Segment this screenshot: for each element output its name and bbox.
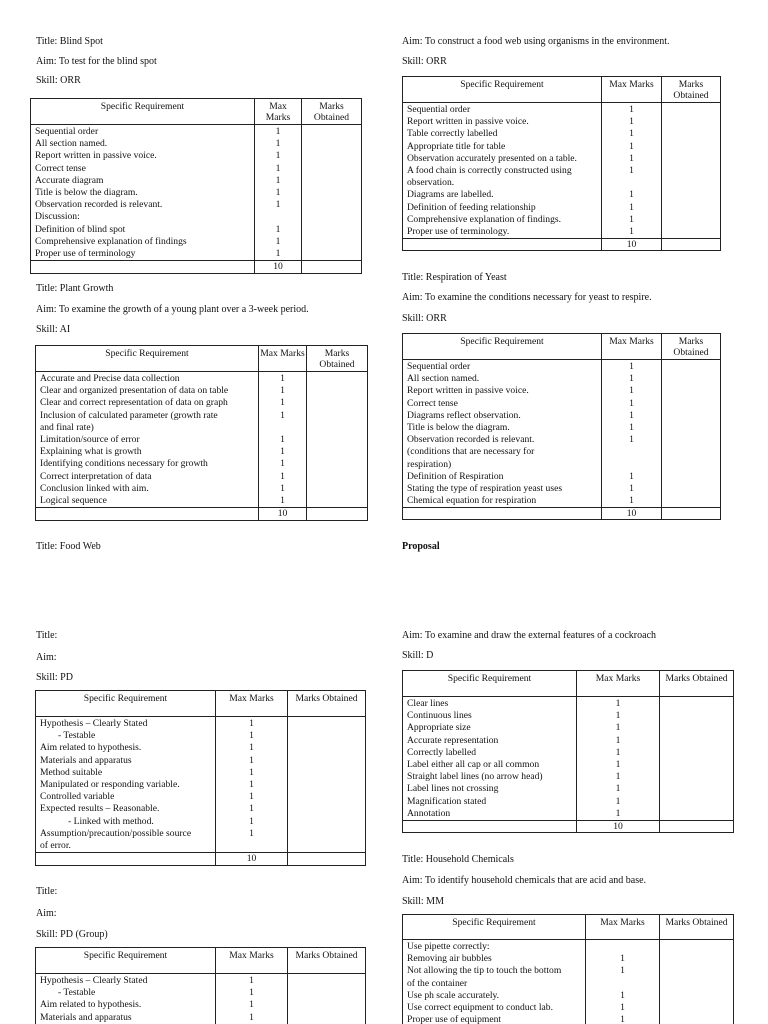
total-obtained-cell bbox=[662, 239, 721, 251]
max-mark-value: 1 bbox=[629, 201, 634, 213]
max-mark-value bbox=[602, 459, 661, 471]
pd-aim: Aim: bbox=[36, 652, 57, 663]
plant-growth-skill: Skill: AI bbox=[36, 324, 71, 335]
requirement-line: Materials and apparatus bbox=[40, 754, 132, 766]
max-mark-value: 1 bbox=[280, 409, 285, 421]
max-mark-value: 1 bbox=[249, 975, 254, 986]
requirement-line: observation. bbox=[407, 177, 455, 189]
requirement-line: Clear and organized presentation of data on table bbox=[40, 385, 229, 397]
requirement-line: All section named. bbox=[407, 373, 480, 385]
max-mark-value: 1 bbox=[629, 470, 634, 482]
max-mark-value: 1 bbox=[629, 495, 634, 507]
requirement-line: Report written in passive voice. bbox=[407, 116, 529, 128]
max-mark-value: 1 bbox=[629, 434, 634, 446]
requirement-line: of the container bbox=[407, 977, 468, 989]
requirement-line: Straight label lines (no arrow head) bbox=[407, 771, 543, 783]
requirements-cell bbox=[36, 372, 259, 508]
max-mark-value: 1 bbox=[275, 162, 281, 174]
total-obtained-cell bbox=[662, 508, 721, 520]
requirement-line: and final rate) bbox=[40, 421, 94, 433]
household-title: Title: Household Chemicals bbox=[402, 854, 514, 865]
col-obtained-header: Marks Obtained bbox=[660, 671, 734, 697]
max-mark-value: 1 bbox=[275, 235, 281, 247]
total-max-marks: 10 bbox=[577, 820, 660, 832]
col-obtained-header: Marks Obtained bbox=[660, 915, 734, 940]
max-mark-value: 1 bbox=[629, 421, 634, 433]
requirement-line: Observation recorded is relevant. bbox=[35, 199, 163, 211]
blind-spot-title: Title: Blind Spot bbox=[36, 36, 103, 47]
max-mark-value: 1 bbox=[249, 754, 254, 766]
requirement-line: Appropriate size bbox=[407, 722, 471, 734]
max-mark-value: 1 bbox=[280, 470, 285, 482]
requirement-line: Report written in passive voice. bbox=[35, 150, 157, 162]
plant-growth-aim: Aim: To examine the growth of a young plant over a 3-week period. bbox=[36, 304, 309, 315]
max-mark-value: 1 bbox=[280, 433, 285, 445]
marks-obtained-cell bbox=[288, 974, 366, 1024]
total-max-marks: 10 bbox=[216, 853, 288, 866]
col-max-header: Max Marks bbox=[216, 691, 288, 717]
col-obtained-header: Marks Obtained bbox=[662, 334, 721, 360]
requirement-line: Use pipette correctly: bbox=[407, 941, 490, 952]
pd-title: Title: bbox=[36, 630, 58, 641]
max-mark-value: 1 bbox=[615, 746, 621, 758]
col-requirement-header: Specific Requirement bbox=[403, 671, 577, 697]
max-mark-value: 1 bbox=[275, 223, 281, 235]
col-requirement-header: Specific Requirement bbox=[403, 77, 602, 103]
max-mark-value: 1 bbox=[275, 150, 281, 162]
food-web-skill: Skill: ORR bbox=[402, 56, 447, 67]
total-label-cell bbox=[403, 820, 577, 832]
max-mark-value: 1 bbox=[620, 1001, 625, 1013]
requirement-line: Correct tense bbox=[35, 162, 86, 174]
total-label-cell bbox=[36, 853, 216, 866]
household-skill: Skill: MM bbox=[402, 896, 444, 907]
max-mark-value: 1 bbox=[249, 999, 254, 1011]
col-obtained-header: Marks Obtained bbox=[662, 77, 721, 103]
max-mark-value: 1 bbox=[249, 766, 254, 778]
col-max-header: Max Marks bbox=[602, 77, 662, 103]
col-requirement-header: Specific Requirement bbox=[403, 915, 586, 940]
requirement-line: Accurate and Precise data collection bbox=[40, 373, 180, 384]
requirements-cell bbox=[36, 974, 216, 1024]
total-max-marks: 10 bbox=[255, 261, 302, 274]
food-web-aim: Aim: To construct a food web using organisms in the environment. bbox=[402, 36, 670, 47]
col-obtained-header: Marks Obtained bbox=[302, 99, 362, 125]
max-mark-value: 1 bbox=[620, 953, 625, 965]
total-label-cell bbox=[31, 261, 255, 274]
total-obtained-cell bbox=[307, 508, 368, 521]
total-max-marks: 10 bbox=[602, 508, 662, 520]
max-mark-value: 1 bbox=[615, 698, 621, 709]
col-max-header: Max Marks bbox=[577, 671, 660, 697]
requirement-line: of error. bbox=[40, 839, 71, 851]
requirement-line: Correct interpretation of data bbox=[40, 470, 152, 482]
max-mark-value: 1 bbox=[249, 791, 254, 803]
requirement-line: Definition of feeding relationship bbox=[407, 201, 536, 213]
max-mark-value: 1 bbox=[629, 385, 634, 397]
food-web-title: Title: Food Web bbox=[36, 541, 101, 552]
requirement-line: Limitation/source of error bbox=[40, 433, 140, 445]
marks-obtained-cell bbox=[660, 940, 734, 1024]
requirement-line: Comprehensive explanation of findings bbox=[35, 235, 187, 247]
requirement-line: Comprehensive explanation of findings. bbox=[407, 213, 562, 225]
cockroach-aim: Aim: To examine and draw the external features of a cockroach bbox=[402, 630, 657, 641]
requirements-cell bbox=[403, 103, 602, 239]
max-mark-value: 1 bbox=[629, 397, 634, 409]
max-mark-value: 1 bbox=[275, 138, 281, 150]
max-mark-value bbox=[255, 211, 301, 223]
requirement-line: Observation accurately presented on a table. bbox=[407, 152, 577, 164]
yeast-skill: Skill: ORR bbox=[402, 313, 447, 324]
col-max-header: Max Marks bbox=[602, 334, 662, 360]
max-marks-cell bbox=[259, 372, 307, 508]
max-mark-value: 1 bbox=[275, 247, 281, 259]
max-marks-cell bbox=[602, 360, 662, 508]
max-mark-value bbox=[602, 446, 661, 458]
max-mark-value: 1 bbox=[620, 965, 625, 977]
pd-group-title: Title: bbox=[36, 886, 58, 897]
requirement-line: Title is below the diagram. bbox=[35, 186, 138, 198]
max-mark-value: 1 bbox=[280, 494, 285, 506]
requirement-line: Diagrams are labelled. bbox=[407, 189, 494, 201]
requirement-line: Proper use of terminology bbox=[35, 247, 136, 259]
max-mark-value: 1 bbox=[620, 989, 625, 1001]
requirement-line: Accurate diagram bbox=[35, 174, 104, 186]
requirements-cell bbox=[36, 717, 216, 853]
pd-group-skill: Skill: PD (Group) bbox=[36, 929, 108, 940]
marks-obtained-cell bbox=[662, 103, 721, 239]
max-mark-value bbox=[586, 941, 659, 953]
total-max-marks: 10 bbox=[259, 508, 307, 521]
max-mark-value: 1 bbox=[615, 722, 621, 734]
col-max-header: Max Marks bbox=[255, 99, 302, 125]
proposal-heading: Proposal bbox=[402, 541, 440, 552]
requirement-line: Manipulated or responding variable. bbox=[40, 778, 180, 790]
col-obtained-header: Marks Obtained bbox=[288, 948, 366, 974]
requirement-line: Logical sequence bbox=[40, 494, 107, 506]
max-mark-value: 1 bbox=[615, 807, 621, 819]
requirement-line: Aim related to hypothesis. bbox=[40, 742, 142, 754]
requirement-line: Conclusion linked with aim. bbox=[40, 482, 149, 494]
max-mark-value: 1 bbox=[615, 795, 621, 807]
max-mark-value: 1 bbox=[615, 758, 621, 770]
col-requirement-header: Specific Requirement bbox=[31, 99, 255, 125]
requirement-line: Diagrams reflect observation. bbox=[407, 409, 521, 421]
max-mark-value: 1 bbox=[249, 987, 254, 999]
total-label-cell bbox=[403, 239, 602, 251]
max-mark-value: 1 bbox=[280, 458, 285, 470]
max-mark-value: 1 bbox=[249, 815, 254, 827]
total-max-marks: 10 bbox=[602, 239, 662, 251]
pd-group-aim: Aim: bbox=[36, 908, 57, 919]
total-obtained-cell bbox=[660, 820, 734, 832]
requirement-line: Continuous lines bbox=[407, 710, 472, 722]
max-mark-value: 1 bbox=[629, 128, 634, 140]
requirement-line: Clear and correct representation of data on graph bbox=[40, 397, 228, 409]
requirement-line: Observation recorded is relevant. bbox=[407, 434, 535, 446]
requirements-cell bbox=[403, 940, 586, 1024]
max-marks-cell bbox=[255, 125, 302, 261]
max-mark-value: 1 bbox=[629, 140, 634, 152]
yeast-table bbox=[402, 333, 721, 520]
pd-skill: Skill: PD bbox=[36, 672, 73, 683]
total-label-cell bbox=[403, 508, 602, 520]
requirement-line: A food chain is correctly constructed using bbox=[407, 164, 572, 176]
requirement-line: Annotation bbox=[407, 807, 451, 819]
max-mark-value: 1 bbox=[249, 742, 254, 754]
max-mark-value: 1 bbox=[249, 803, 254, 815]
col-obtained-header: Marks Obtained bbox=[288, 691, 366, 717]
requirement-line: Proper use of equipment bbox=[407, 1014, 502, 1024]
max-mark-value: 1 bbox=[249, 778, 254, 790]
max-mark-value: 1 bbox=[629, 373, 634, 385]
max-mark-value: 1 bbox=[249, 730, 254, 742]
requirement-line: Report written in passive voice. bbox=[407, 385, 529, 397]
max-mark-value: 1 bbox=[249, 718, 254, 729]
requirement-line: Table correctly labelled bbox=[407, 128, 498, 140]
blind-spot-aim: Aim: To test for the blind spot bbox=[36, 56, 157, 67]
marks-obtained-cell bbox=[302, 125, 362, 261]
max-mark-value: 1 bbox=[620, 1014, 625, 1024]
max-mark-value: 1 bbox=[275, 186, 281, 198]
requirement-line: Inclusion of calculated parameter (growth rate bbox=[40, 409, 218, 421]
max-marks-cell bbox=[602, 103, 662, 239]
marks-obtained-cell bbox=[660, 697, 734, 821]
requirement-line: - Testable bbox=[58, 730, 96, 742]
max-mark-value: 1 bbox=[280, 397, 285, 409]
requirement-line: Chemical equation for respiration bbox=[407, 495, 537, 507]
requirement-line: Definition of Respiration bbox=[407, 470, 504, 482]
col-requirement-header: Specific Requirement bbox=[403, 334, 602, 360]
requirement-line: Aim related to hypothesis. bbox=[40, 999, 142, 1011]
blind-spot-table bbox=[30, 98, 362, 274]
requirements-cell bbox=[403, 360, 602, 508]
max-marks-cell bbox=[216, 974, 288, 1024]
marks-obtained-cell bbox=[307, 372, 368, 508]
requirements-cell bbox=[403, 697, 577, 821]
requirement-line: Label lines not crossing bbox=[407, 783, 499, 795]
total-obtained-cell bbox=[302, 261, 362, 274]
max-mark-value: 1 bbox=[615, 783, 621, 795]
requirement-line: Stating the type of respiration yeast uses bbox=[407, 482, 563, 494]
max-mark-value: 1 bbox=[280, 482, 285, 494]
household-table bbox=[402, 914, 734, 1024]
requirement-line: Clear lines bbox=[407, 698, 449, 709]
requirement-line: Not allowing the tip to touch the bottom bbox=[407, 965, 562, 977]
requirement-line: - Testable bbox=[58, 987, 96, 999]
col-requirement-header: Specific Requirement bbox=[36, 948, 216, 974]
col-obtained-header: Marks Obtained bbox=[307, 346, 368, 372]
max-mark-value: 1 bbox=[275, 199, 281, 211]
requirement-line: Sequential order bbox=[407, 104, 471, 115]
requirement-line: Assumption/precaution/possible source bbox=[40, 827, 192, 839]
max-mark-value bbox=[216, 840, 287, 852]
requirement-line: Use ph scale accurately. bbox=[407, 989, 500, 1001]
household-aim: Aim: To identify household chemicals that are acid and base. bbox=[402, 875, 647, 886]
max-mark-value: 1 bbox=[629, 361, 634, 372]
max-mark-value: 1 bbox=[629, 213, 634, 225]
max-mark-value: 1 bbox=[280, 373, 285, 384]
pd-group-table bbox=[35, 947, 366, 1024]
yeast-aim: Aim: To examine the conditions necessary for yeast to respire. bbox=[402, 292, 652, 303]
requirement-line: respiration) bbox=[407, 458, 452, 470]
cockroach-table bbox=[402, 670, 734, 833]
max-marks-cell bbox=[586, 940, 660, 1024]
requirement-line: Title is below the diagram. bbox=[407, 421, 510, 433]
col-max-header: Max Marks bbox=[586, 915, 660, 940]
requirement-line: Correct tense bbox=[407, 397, 458, 409]
col-requirement-header: Specific Requirement bbox=[36, 346, 259, 372]
max-mark-value: 1 bbox=[629, 225, 634, 237]
requirement-line: Identifying conditions necessary for growth bbox=[40, 458, 208, 470]
requirement-line: Discussion: bbox=[35, 211, 80, 223]
requirement-line: Definition of blind spot bbox=[35, 223, 126, 235]
yeast-title: Title: Respiration of Yeast bbox=[402, 272, 507, 283]
requirement-line: Sequential order bbox=[35, 126, 99, 137]
max-mark-value: 1 bbox=[249, 1011, 254, 1023]
requirement-line: Explaining what is growth bbox=[40, 446, 142, 458]
requirement-line: Removing air bubbles bbox=[407, 953, 492, 965]
blind-spot-skill: Skill: ORR bbox=[36, 75, 81, 86]
food-web-table bbox=[402, 76, 721, 251]
requirement-line: Hypothesis – Clearly Stated bbox=[40, 718, 148, 729]
marks-obtained-cell bbox=[662, 360, 721, 508]
requirement-line: Proper use of terminology. bbox=[407, 225, 510, 237]
requirement-line: All section named. bbox=[35, 138, 108, 150]
requirement-line: Magnification stated bbox=[407, 795, 487, 807]
max-mark-value: 1 bbox=[615, 710, 621, 722]
requirement-line: Hypothesis – Clearly Stated bbox=[40, 975, 148, 986]
max-mark-value bbox=[602, 177, 661, 189]
requirement-line: Method suitable bbox=[40, 766, 103, 778]
max-mark-value: 1 bbox=[629, 482, 634, 494]
max-mark-value: 1 bbox=[275, 174, 281, 186]
requirement-line: Controlled variable bbox=[40, 791, 115, 803]
requirement-line: Use correct equipment to conduct lab. bbox=[407, 1001, 553, 1013]
marks-obtained-cell bbox=[288, 717, 366, 853]
requirement-line: Sequential order bbox=[407, 361, 471, 372]
requirement-line: Appropriate title for table bbox=[407, 140, 506, 152]
col-max-header: Max Marks bbox=[216, 948, 288, 974]
max-mark-value: 1 bbox=[615, 771, 621, 783]
requirement-line: Materials and apparatus bbox=[40, 1011, 132, 1023]
requirement-line: Label either all cap or all common bbox=[407, 758, 540, 770]
cockroach-skill: Skill: D bbox=[402, 650, 434, 661]
max-mark-value: 1 bbox=[615, 734, 621, 746]
requirement-line: - Linked with method. bbox=[68, 815, 154, 827]
max-mark-value: 1 bbox=[629, 409, 634, 421]
max-mark-value: 1 bbox=[249, 827, 254, 839]
requirement-line: (conditions that are necessary for bbox=[407, 446, 535, 458]
max-mark-value: 1 bbox=[275, 126, 281, 137]
requirement-line: Expected results – Reasonable. bbox=[40, 803, 160, 815]
total-label-cell bbox=[36, 508, 259, 521]
max-mark-value: 1 bbox=[629, 104, 634, 115]
max-mark-value: 1 bbox=[629, 116, 634, 128]
max-marks-cell bbox=[577, 697, 660, 821]
requirements-cell bbox=[31, 125, 255, 261]
total-obtained-cell bbox=[288, 853, 366, 866]
max-mark-value: 1 bbox=[629, 164, 634, 176]
max-mark-value bbox=[586, 978, 659, 990]
col-requirement-header: Specific Requirement bbox=[36, 691, 216, 717]
max-mark-value: 1 bbox=[629, 189, 634, 201]
requirement-line: Accurate representation bbox=[407, 734, 499, 746]
max-mark-value: 1 bbox=[629, 152, 634, 164]
max-mark-value: 1 bbox=[280, 446, 285, 458]
requirement-line: Correctly labelled bbox=[407, 746, 476, 758]
pd-table bbox=[35, 690, 366, 866]
plant-growth-title: Title: Plant Growth bbox=[36, 283, 114, 294]
max-marks-cell bbox=[216, 717, 288, 853]
plant-growth-table bbox=[35, 345, 368, 521]
col-max-header: Max Marks bbox=[259, 346, 307, 372]
max-mark-value bbox=[259, 422, 306, 434]
max-mark-value: 1 bbox=[280, 385, 285, 397]
